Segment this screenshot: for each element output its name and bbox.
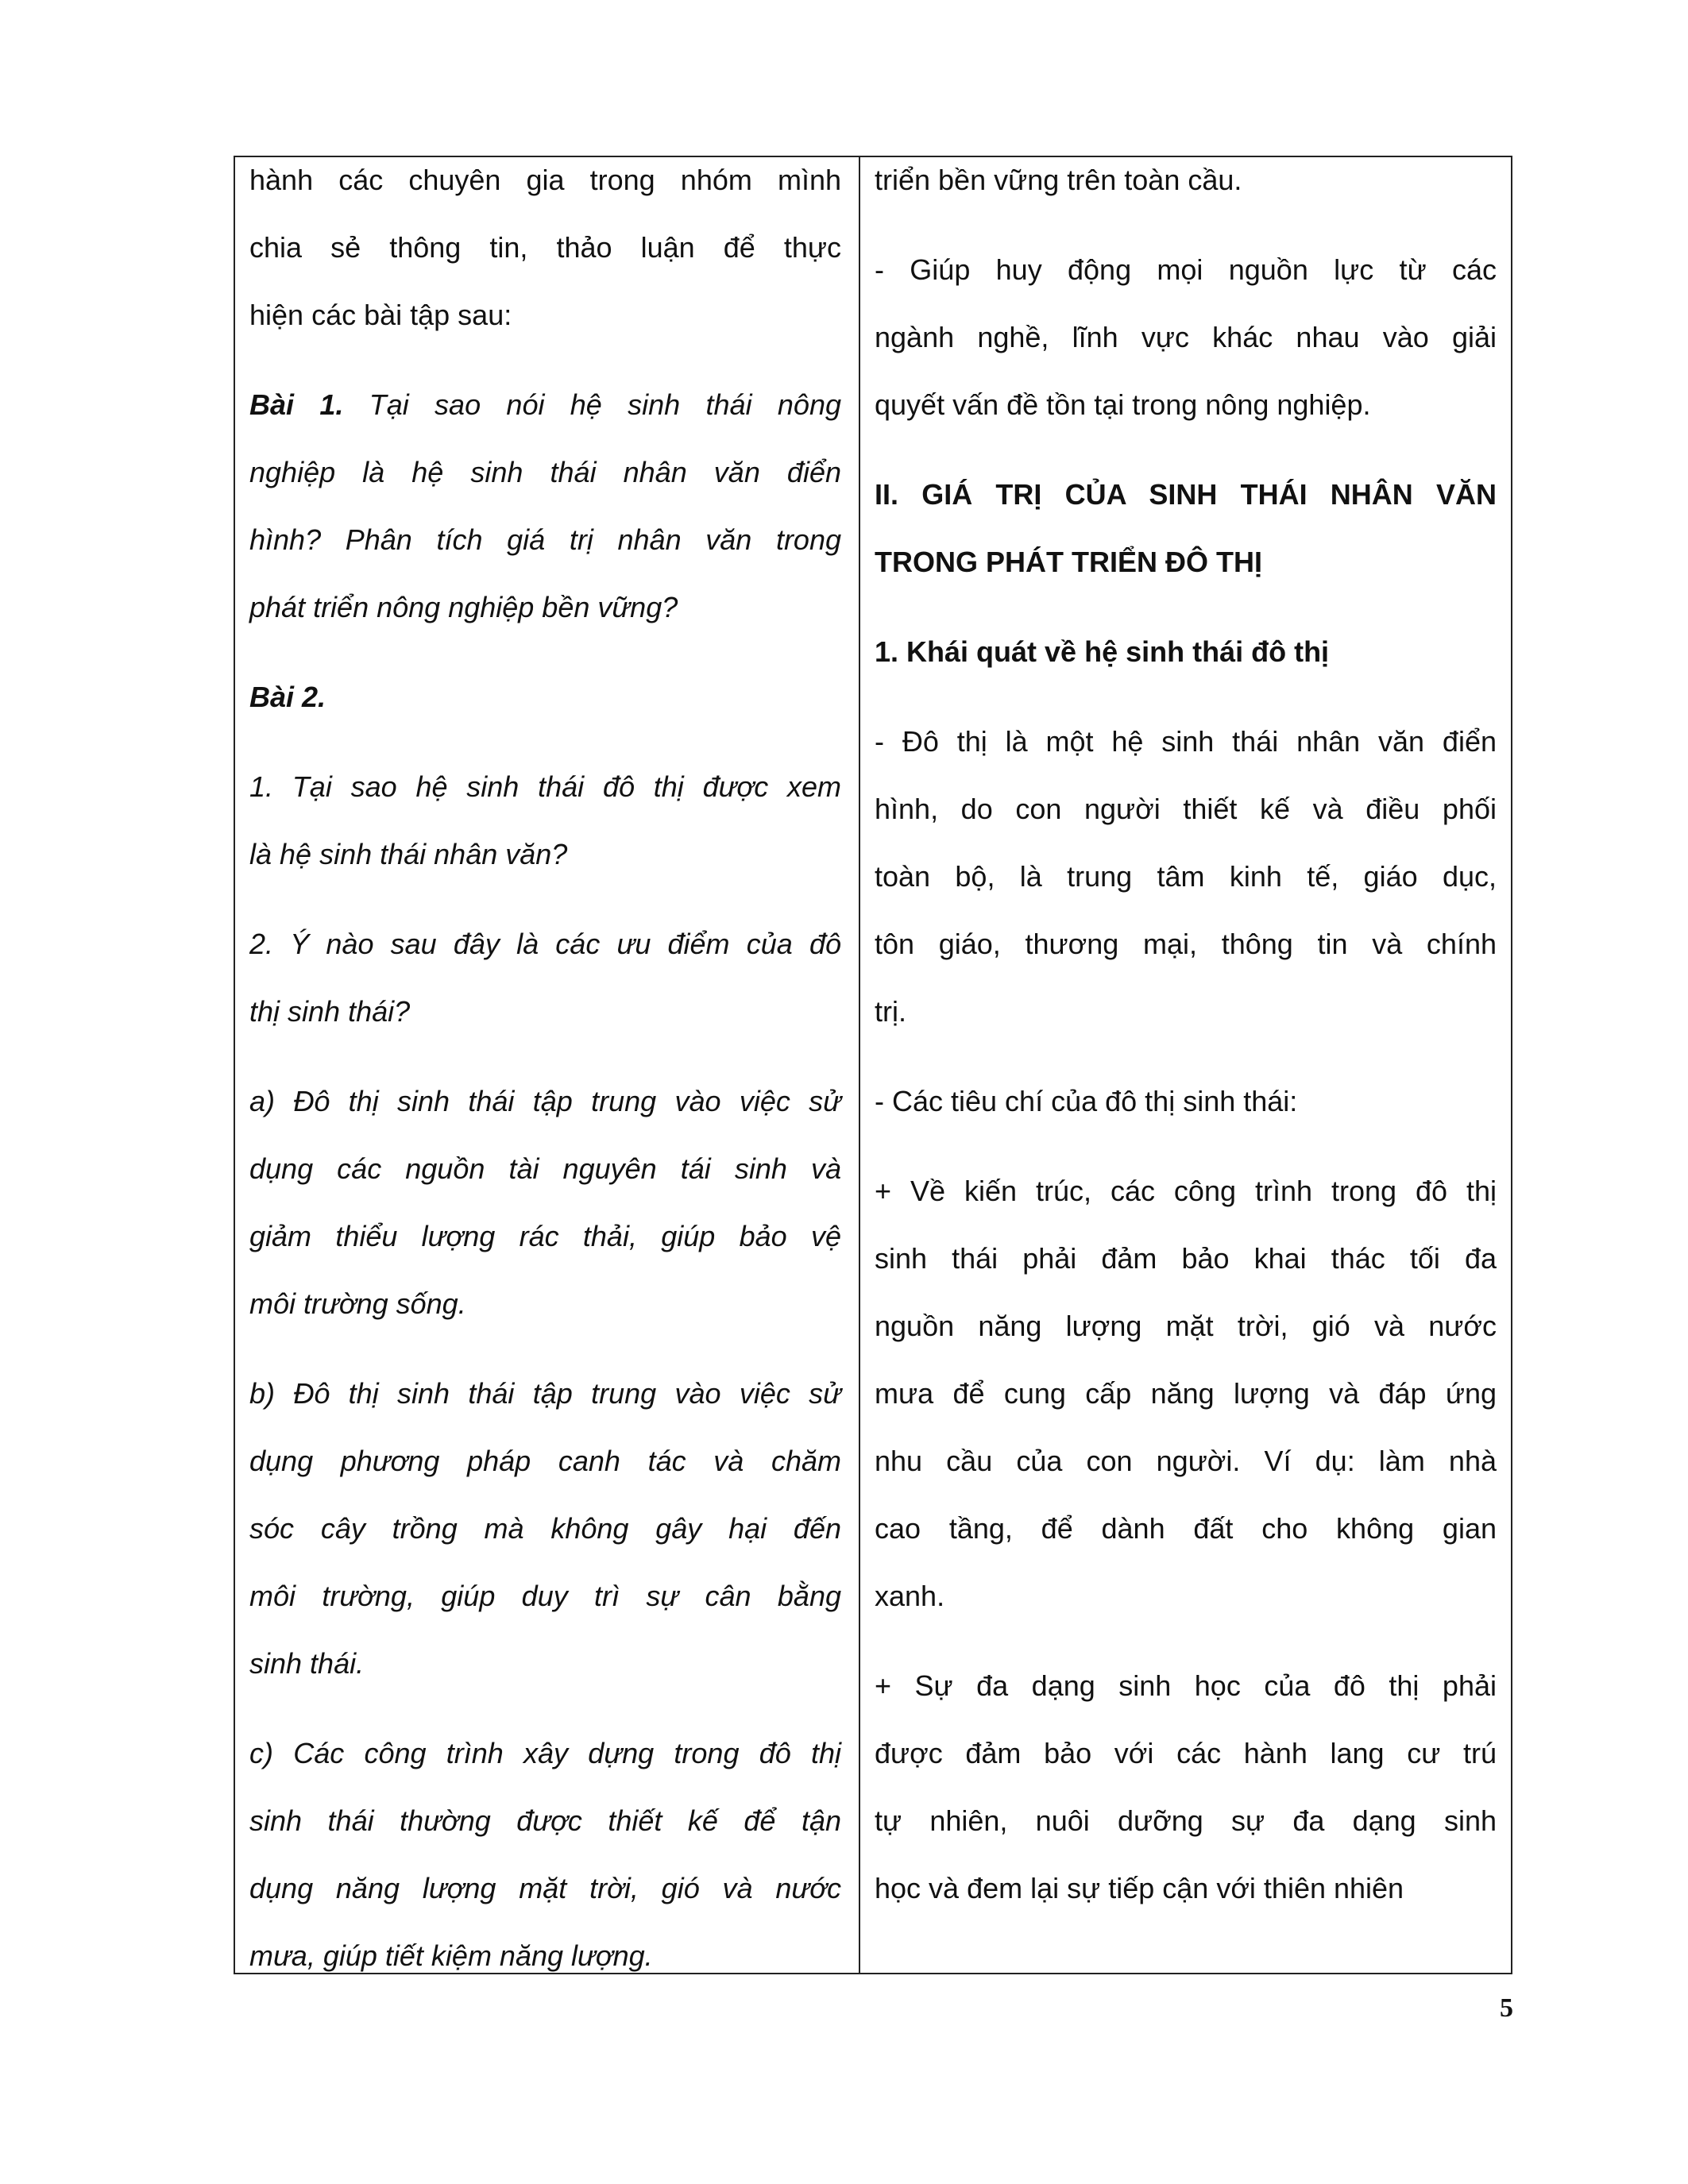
text-line: dụng năng lượng mặt trời, gió và nước (249, 1872, 841, 1904)
paragraph (249, 1360, 841, 1697)
text-line: triển bền vững trên toàn cầu. (875, 164, 1242, 196)
page-number: 5 (1500, 1993, 1513, 2023)
text-line: nguồn năng lượng mặt trời, gió và nước (875, 1310, 1497, 1342)
text-line: xanh. (875, 1580, 945, 1612)
text-line: - Giúp huy động mọi nguồn lực từ các (875, 253, 1497, 286)
paragraph (875, 618, 1497, 685)
text-line: sinh thái phải đảm bảo khai thác tối đa (875, 1242, 1497, 1275)
text-line: TRONG PHÁT TRIỂN ĐÔ THỊ (875, 546, 1262, 578)
paragraph (249, 910, 841, 1045)
text-line: 1. Tại sao hệ sinh thái đô thị được xem (249, 770, 841, 803)
column-divider (859, 156, 860, 1974)
text-line: - Đô thị là một hệ sinh thái nhân văn điển (875, 725, 1497, 758)
paragraph (249, 146, 841, 349)
paragraph (249, 371, 841, 641)
paragraph (249, 663, 841, 731)
text-line: mưa để cung cấp năng lượng và đáp ứng (875, 1377, 1497, 1410)
text-line: dụng phương pháp canh tác và chăm (249, 1445, 841, 1477)
text-line: sinh thái. (249, 1647, 365, 1680)
text-line: môi trường, giúp duy trì sự cân bằng (249, 1580, 841, 1612)
text-line: là hệ sinh thái nhân văn? (249, 838, 568, 870)
text-line: chia sẻ thông tin, thảo luận để thực (249, 231, 841, 264)
text-line: 2. Ý nào sau đây là các ưu điểm của đô (249, 928, 841, 960)
text-line: dụng các nguồn tài nguyên tái sinh và (249, 1152, 841, 1185)
text-line: sóc cây trồng mà không gây hại đến (249, 1512, 841, 1545)
text-line: hình? Phân tích giá trị nhân văn trong (249, 523, 841, 556)
text-line: cao tầng, để dành đất cho không gian (875, 1512, 1497, 1545)
text-line: II. GIÁ TRỊ CỦA SINH THÁI NHÂN VĂN (875, 478, 1497, 511)
paragraph (875, 146, 1497, 214)
paragraph (249, 1067, 841, 1337)
text-line: hình, do con người thiết kế và điều phối (875, 793, 1497, 825)
paragraph (875, 461, 1497, 596)
text-line: tôn giáo, thương mại, thông tin và chính (875, 928, 1497, 960)
text-line: - Các tiêu chí của đô thị sinh thái: (875, 1085, 1298, 1117)
paragraph (875, 1652, 1497, 1922)
text-line: b) Đô thị sinh thái tập trung vào việc sử (249, 1377, 841, 1410)
paragraph (249, 753, 841, 888)
paragraph (249, 1719, 841, 1989)
text-line: nhu cầu của con người. Ví dụ: làm nhà (875, 1445, 1497, 1477)
text-line: môi trường sống. (249, 1287, 466, 1320)
text-line: c) Các công trình xây dựng trong đô thị (249, 1737, 841, 1769)
text-line: trị. (875, 995, 906, 1028)
text-line: 1. Khái quát về hệ sinh thái đô thị (875, 635, 1330, 668)
text-line: học và đem lại sự tiếp cận với thiên nhiên (875, 1872, 1404, 1904)
exercise-text: Tại sao nói hệ sinh thái nông (343, 388, 841, 421)
text-line: mưa, giúp tiết kiệm năng lượng. (249, 1939, 653, 1972)
exercise-label: Bài 1. (249, 388, 344, 421)
text-line: nghiệp là hệ sinh thái nhân văn điển (249, 456, 841, 488)
text-line: ngành nghề, lĩnh vực khác nhau vào giải (875, 321, 1497, 353)
text-line: phát triển nông nghiệp bền vững? (249, 591, 678, 623)
text-line: quyết vấn đề tồn tại trong nông nghiệp. (875, 388, 1371, 421)
text-line: + Về kiến trúc, các công trình trong đô thị (875, 1175, 1497, 1207)
paragraph (875, 236, 1497, 438)
text-line: Bài 2. (249, 681, 326, 713)
text-line: tự nhiên, nuôi dưỡng sự đa dạng sinh (875, 1804, 1497, 1837)
text-line: được đảm bảo với các hành lang cư trú (875, 1737, 1497, 1769)
text-line: thị sinh thái? (249, 995, 411, 1028)
left-column (249, 146, 841, 2012)
text-line: + Sự đa dạng sinh học của đô thị phải (875, 1669, 1497, 1702)
paragraph (875, 1157, 1497, 1630)
text-line: a) Đô thị sinh thái tập trung vào việc sử (249, 1085, 841, 1117)
paragraph (875, 708, 1497, 1045)
text-line (249, 371, 841, 438)
text-line: toàn bộ, là trung tâm kinh tế, giáo dục, (875, 860, 1497, 893)
text-line: hiện các bài tập sau: (249, 299, 512, 331)
text-line: sinh thái thường được thiết kế để tận (249, 1804, 841, 1837)
paragraph (875, 1067, 1497, 1135)
text-line: hành các chuyên gia trong nhóm mình (249, 164, 841, 196)
text-line: giảm thiểu lượng rác thải, giúp bảo vệ (249, 1220, 841, 1252)
right-column (875, 146, 1497, 1944)
